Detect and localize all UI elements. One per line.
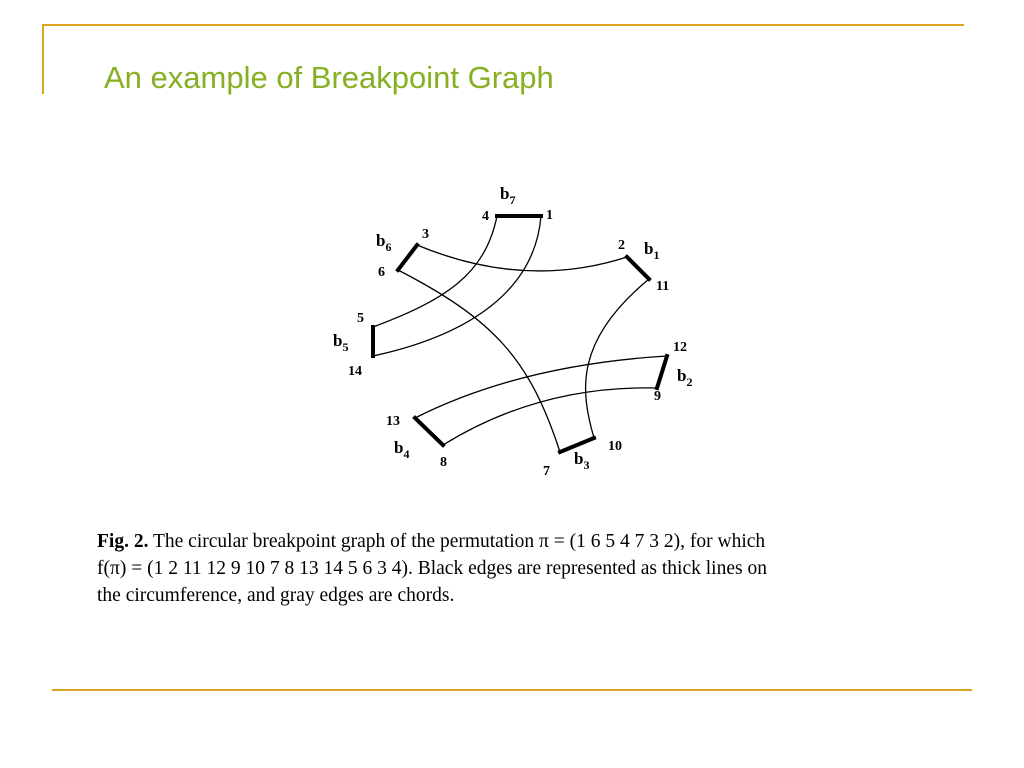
black-edge-b4 (415, 418, 443, 445)
vertex-label-8: 8 (440, 455, 447, 470)
vertex-label-11: 11 (656, 279, 670, 294)
chord-12-13 (415, 356, 667, 418)
edge-label-b2: $b_2$ (677, 366, 693, 389)
black-edge-b2 (657, 356, 667, 388)
vertex-label-4: 4 (482, 209, 489, 224)
vertex-label-3: 3 (422, 227, 429, 242)
edge-label-b1: $b_1$ (644, 239, 660, 262)
edge-label-b5: $b_5$ (333, 331, 349, 354)
chord-1-14 (373, 216, 541, 356)
chord-3-2 (417, 245, 627, 271)
bottom-rule (52, 689, 972, 691)
black-edge-b6 (398, 245, 417, 270)
black-edge-b1 (627, 257, 649, 279)
left-rule (42, 24, 44, 94)
edge-label-b4: $b_4$ (394, 438, 410, 461)
caption-line-1: Fig. 2. The circular breakpoint graph of the permutation π = (1 6 5 4 7 3 2), for which (97, 531, 766, 552)
caption-line-3: the circumference, and gray edges are chords. (97, 585, 455, 606)
figure-label: Fig. 2. (97, 531, 149, 552)
vertex-label-13: 13 (386, 414, 400, 429)
vertex-label-14: 14 (348, 364, 362, 379)
vertex-label-7: 7 (543, 464, 550, 479)
breakpoint-graph-diagram (300, 170, 720, 490)
vertex-label-1: 1 (546, 208, 553, 223)
chord-9-8 (443, 388, 657, 445)
edge-label-b3: $b_3$ (574, 449, 590, 472)
vertex-label-6: 6 (378, 265, 385, 280)
vertex-label-12: 12 (673, 340, 687, 355)
vertex-label-10: 10 (608, 439, 622, 454)
slide-title: An example of Breakpoint Graph (104, 60, 554, 95)
edge-label-b7: $b_7$ (500, 184, 516, 207)
caption-line-2: f(π) = (1 2 11 12 9 10 7 8 13 14 5 6 3 4). Black edges are represented as thick lines on (97, 558, 767, 579)
vertex-label-2: 2 (618, 238, 625, 253)
vertex-label-5: 5 (357, 311, 364, 326)
vertex-label-9: 9 (654, 389, 661, 404)
top-rule (42, 24, 964, 26)
chord-4-5 (373, 216, 497, 327)
figure-caption (97, 528, 967, 609)
edge-label-b6: $b_6$ (376, 231, 392, 254)
breakpoint-graph-svg (300, 170, 720, 490)
